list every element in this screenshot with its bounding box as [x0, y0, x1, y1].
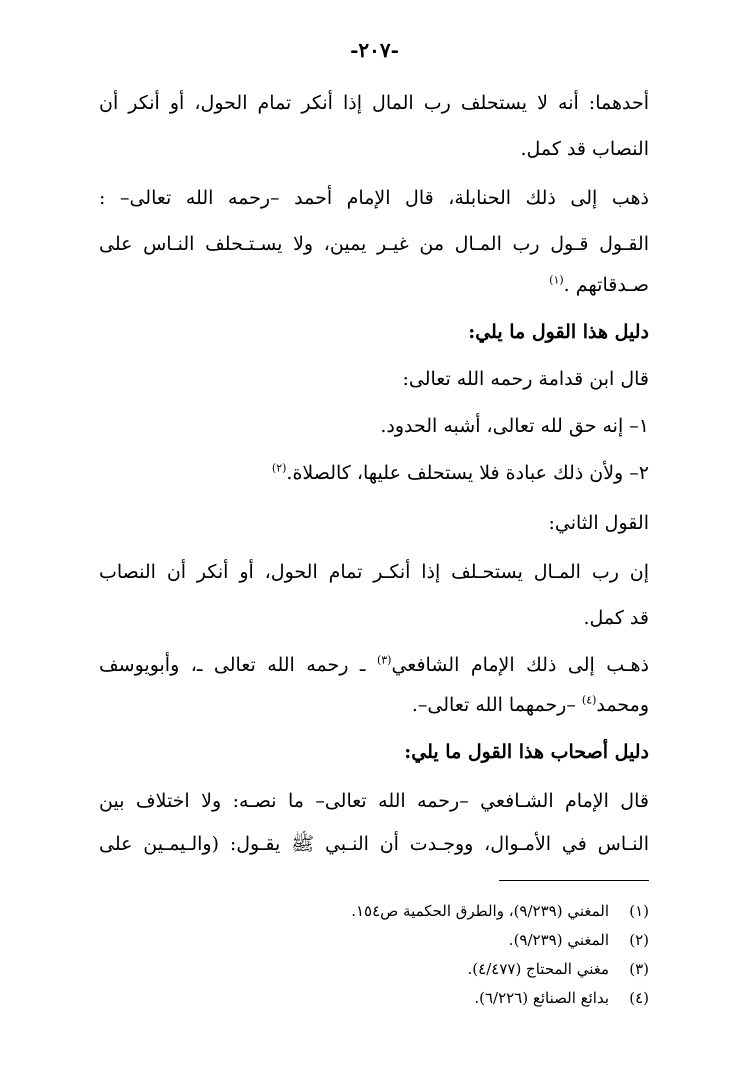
footnote-4-text: بدائع الصنائع (٦/٢٢٦).	[474, 989, 609, 1007]
footnote-3-text: مغني المحتاج (٤/٤٧٧).	[467, 960, 609, 978]
footnote-ref-3: (٣)	[376, 653, 392, 667]
footnote-ref-1: (١)	[549, 273, 564, 287]
text-line-13-a: ذهـب إلى ذلك الإمام الشافعي	[391, 654, 649, 676]
footnote-1	[99, 900, 649, 922]
text-line-17: النـاس في الأمـوال، ووجـدت أن النـبي ﷺ يقـول: (والـيمـين على	[99, 833, 649, 855]
footnote-2	[99, 929, 649, 951]
heading-evidence-1: دليل هذا القول ما يلي:	[468, 321, 649, 343]
text-line-16: قال الإمام الشـافعي –رحمه الله تعالى– ما نصـه: ولا اختلاف بين	[99, 790, 649, 812]
footnote-4	[99, 987, 649, 1009]
text-line-13	[99, 650, 649, 680]
text-line-13-b: ـ رحمه الله تعالى ـ، وأبويوسف	[99, 654, 377, 676]
footnote-separator	[499, 880, 649, 881]
text-line-14-b: –رحمهما الله تعالى–.	[411, 694, 582, 716]
list-item-2	[99, 458, 649, 488]
text-line-7: قال ابن قدامة رحمه الله تعالى:	[402, 368, 649, 390]
text-line-2: النصاب قد كمل.	[520, 138, 649, 160]
footnote-2-text: المغني (٩/٢٣٩).	[508, 931, 609, 949]
text-line-5-body: صـدقاتهم .	[563, 274, 649, 296]
text-line-1: أحدهما: أنه لا يستحلف رب المال إذا أنكر تمام الحول، أو أنكر أن	[99, 92, 649, 114]
footnote-3-number: (٣)	[629, 960, 649, 978]
text-line-5	[99, 270, 649, 300]
footnote-ref-2: (٢)	[271, 461, 287, 475]
footnote-1-number: (١)	[629, 902, 649, 920]
list-item-2-body: ٢– ولأن ذلك عبادة فلا يستحلف عليها، كالصلاة.	[286, 462, 649, 484]
footnote-2-number: (٢)	[629, 931, 649, 949]
text-line-14-a: ومحمد	[596, 694, 649, 716]
page-number: -٢٠٧-	[350, 38, 399, 62]
list-item-1: ١– إنه حق لله تعالى، أشبه الحدود.	[380, 415, 649, 437]
text-line-12: قد كمل.	[583, 607, 649, 629]
footnote-4-number: (٤)	[629, 989, 649, 1007]
text-line-3: ذهب إلى ذلك الحنابلة، قال الإمام أحمد –رحمه الله تعالى– :	[99, 187, 649, 209]
footnote-1-text: المغني (٩/٢٣٩)، والطرق الحكمية ص١٥٤.	[351, 902, 609, 920]
footnote-ref-4: (٤)	[581, 693, 597, 707]
text-line-14	[99, 690, 649, 720]
text-line-4: القـول قـول رب المـال من غيـر يمين، ولا يسـتـحلف النـاس على	[99, 233, 649, 255]
text-line-11: إن رب المـال يستحـلف إذا أنكـر تمام الحول، أو أنكر أن النصاب	[99, 561, 649, 583]
footnote-3	[99, 958, 649, 980]
heading-evidence-2: دليل أصحاب هذا القول ما يلي:	[404, 741, 649, 763]
heading-second-opinion: القول الثاني:	[548, 512, 649, 534]
